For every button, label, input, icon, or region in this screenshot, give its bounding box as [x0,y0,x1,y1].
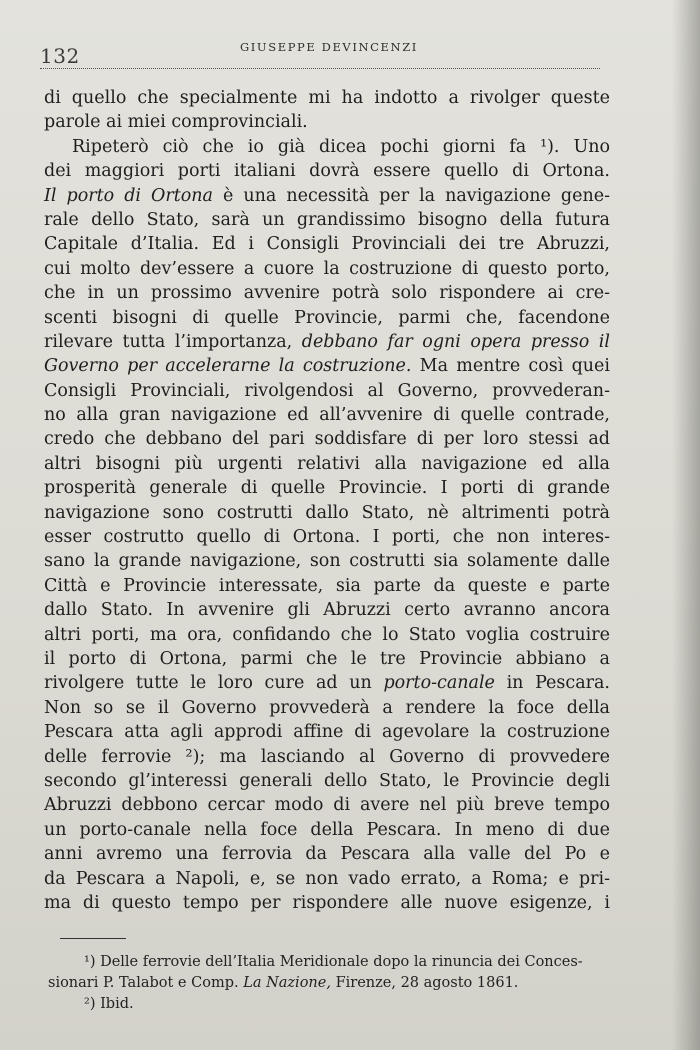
italic-phrase: debbano far ogni opera presso il [301,331,610,352]
text-line: altri bisogni più urgenti relativi alla navigazione ed alla [44,453,610,474]
text-line: anni avremo una ferrovia da Pescara alla valle del Po e [44,844,610,865]
text-line: parole ai miei comprovinciali. [44,112,308,133]
text-line: Il porto di Ortona è una necessità per la navigazione gene- [44,185,611,206]
text-line: delle ferrovie ²); ma lasciando al Governo di provvedere [44,746,610,767]
header-dotted-rule [40,68,600,69]
text-line: dei maggiori porti italiani dovrà essere quello di Ortona. [44,161,610,182]
text-line: credo che debbano del pari soddisfare di per loro stessi ad [44,429,610,450]
text-line: Capitale d’Italia. Ed i Consigli Provinciali dei tre Abruzzi, [44,234,610,255]
text-line: esser costrutto quello di Ortona. I porti, che non interes- [44,527,610,548]
text-line: Abruzzi debbono cercar modo di avere nel più breve tempo [44,795,610,816]
text-line: sano la grande navigazione, son costrutti sia solamente dalle [44,551,610,572]
footnote-1-line-2 [48,973,614,994]
text-line: Città e Provincie interessate, sia parte da queste e parte [44,575,610,596]
text-line: Ripeterò ciò che io già dicea pochi giorni fa ¹). Uno [72,136,610,157]
italic-phrase: porto-canale [383,673,495,694]
text-line: Governo per accelerarne la costruzione. Ma mentre così quei [44,356,610,377]
footnote-1-text-b: Firenze, 28 agosto 1861. [330,975,519,991]
italic-phrase: Governo per accelerarne la costruzione. [44,356,412,377]
footnote-1-line-1: ¹) Delle ferrovie dell’Italia Meridionale dopo la rinuncia dei Conces- [84,954,583,970]
text-line: no alla gran navigazione ed all’avvenire di quelle contrade, [44,405,610,426]
text-line: prosperità generale di quelle Provincie. I porti di grande [44,478,610,499]
text-line: Consigli Provinciali, rivolgendosi al Governo, provvederan- [44,380,610,401]
text-line: scenti bisogni di quelle Provincie, parmi che, facendone [44,307,610,328]
text-line: rivolgere tutte le loro cure ad un porto-canale in Pescara. [44,673,610,694]
running-title: GIUSEPPE DEVINCENZI [240,40,418,54]
text-line: di quello che specialmente mi ha indotto a rivolger queste [44,88,610,108]
text-line: altri porti, ma ora, confidando che lo Stato voglia costruire [44,624,610,645]
text-line: un porto-canale nella foce della Pescara. In meno di due [44,819,610,840]
italic-phrase: Il porto di Ortona [44,185,213,206]
text-line: rale dello Stato, sarà un grandissimo bisogno della futura [44,209,610,230]
text-line: da Pescara a Napoli, e, se non vado errato, a Roma; e pri- [44,868,610,889]
text-line: navigazione sono costrutti dallo Stato, nè altrimenti potrà [44,502,610,523]
text-line: rilevare tutta l’importanza, debbano far ogni opera presso il [44,331,610,352]
body-text [44,86,610,915]
text-line: Pescara atta agli approdi affine di agevolare la costruzione [44,722,610,743]
footnote-rule [60,938,126,939]
page-number: 132 [40,44,80,68]
page-edge-shadow [672,0,700,1050]
text-line: Non so se il Governo provvederà a rendere la foce della [44,697,610,718]
footnotes [48,952,614,1015]
text-line: il porto di Ortona, parmi che le tre Provincie abbiano a [44,648,610,669]
text-line: cui molto dev’essere a cuore la costruzione di questo porto, [44,258,610,279]
text-line: dallo Stato. In avvenire gli Abruzzi certo avranno ancora [44,600,610,621]
text-line: secondo gl’interessi generali dello Stato, le Provincie degli [44,770,610,791]
footnote-1-journal-title: La Nazione, [243,975,331,991]
footnote-1-text-a: sionari P. Talabot e Comp. [48,975,244,991]
footnote-2: ²) Ibid. [84,996,134,1012]
text-line: ma di questo tempo per rispondere alle nuove esigenze, i [44,892,610,913]
text-line: che in un prossimo avvenire potrà solo rispondere ai cre- [44,283,610,304]
